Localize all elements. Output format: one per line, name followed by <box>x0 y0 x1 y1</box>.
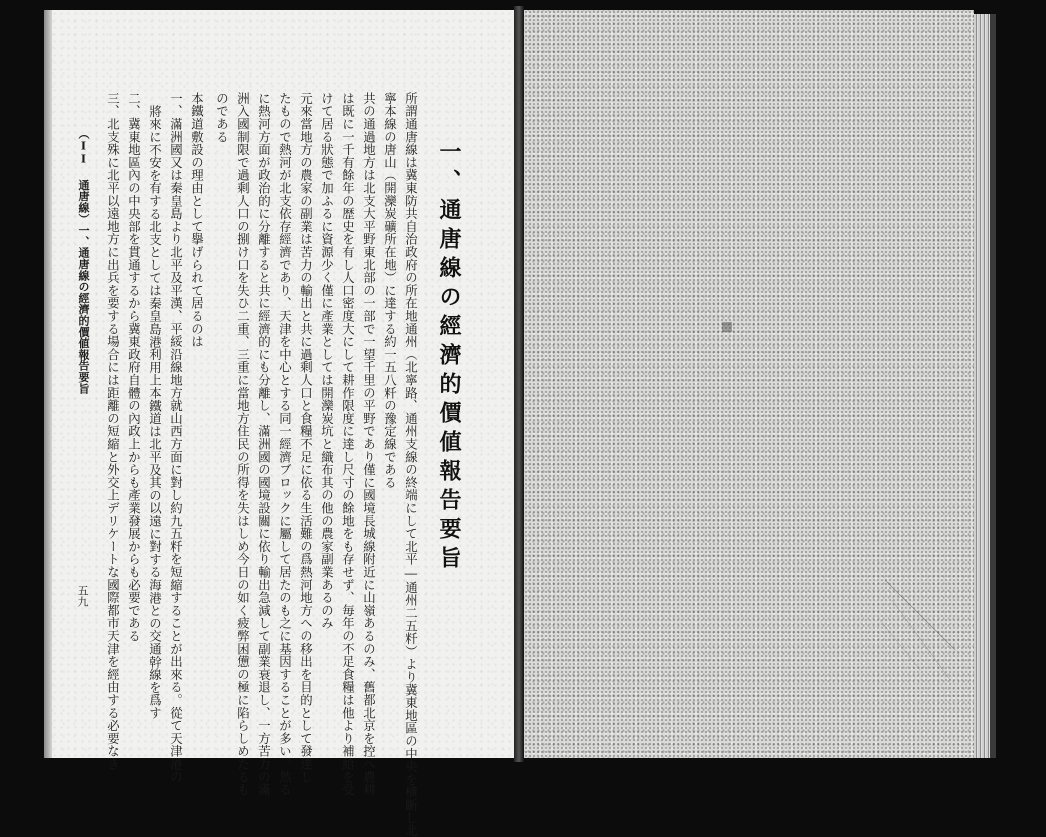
text-column: たもので熱河が北支依存經濟であり、天津を中心とする同一經濟ブロックに屬して居たのも之に基因することが多い。然る <box>277 92 293 796</box>
document-title: 一、通唐線の經濟的價値報告要旨 <box>436 140 462 575</box>
left-page-edge <box>44 10 52 758</box>
paper-blemish <box>722 322 732 332</box>
page-stack-shadow <box>990 14 996 758</box>
text-column: 將來に不安を有する北支としては秦皇島港利用上本鐵道は北平及其の以遠に對する海港との交通幹線を爲す <box>147 105 163 720</box>
book-gutter <box>514 6 524 762</box>
page-number: 五九 <box>76 585 89 607</box>
text-column: に熱河方面が政治的に分離すると共に經濟的にも分離し、滿洲國の國境設關に依り輸出急減して副業衰退し、一方苦力の滿 <box>256 92 272 796</box>
paper-scratches <box>880 560 960 700</box>
text-column: 三、北支殊に北平以遠地方に出兵を要する場合には距離の短縮と外交上デリケートな國際都市天津を經由する必要なき <box>105 92 121 771</box>
text-column: 一、滿洲國又は秦皇島より北平及平漢、平綏沿線地方就山西方面に對し約九五粁を短縮することが出來る。從て天津港の <box>168 92 184 784</box>
page-stack-edge <box>974 14 990 758</box>
text-column: は既に一千有餘年の歴史を有し人口密度大にして耕作限度に達し尺寸の餘地をも存せず、毎年の不足食糧は他より補給を受 <box>340 92 356 796</box>
text-column: 寧本線の唐山（開灤炭礦所在地）に達する約一五八粁の豫定線である <box>382 92 398 489</box>
text-column: 元來當地方の農家の副業は苦力の輸出と共に過剩人口と食糧不足に依る生活難の爲熱河地方への移出を目的として發達し <box>298 92 314 784</box>
text-column: 本鐵道敷設の理由として擧げられて居るのは <box>189 92 205 348</box>
text-column: けて居る狀態で加ふるに資源少く僅に產業としては開灤炭坑と織布其の他の農家副業あるのみ <box>319 92 335 630</box>
text-column: 共の通過地方は北支大平野東北部の一部で一望千里の平野であり僅に國境長城線附近に山嶺あるのみ、舊都北京を控へ農耕 <box>361 92 377 796</box>
text-column: 所謂通唐線は冀東防共自治政府の所在地通州（北寧路、通州支線の終端にして北平―通州二五粁）より冀東地區の中央を横斷し北 <box>403 92 419 837</box>
text-column: 二、冀東地區內の中央部を貫通するから冀東政府自體の內政上からも產業發展からも必要である <box>126 92 142 643</box>
text-column: 洲入國制限で過剩人口の捌け口を失ひ二重、三重に當地方住民の所得を失はしめ今日の如く疲弊困憊の極に陷らしめたるも <box>235 92 251 796</box>
text-column: のである <box>214 92 230 144</box>
running-footer: （II 通唐線）一、通唐線の經濟的價値報告要旨 <box>77 128 90 394</box>
